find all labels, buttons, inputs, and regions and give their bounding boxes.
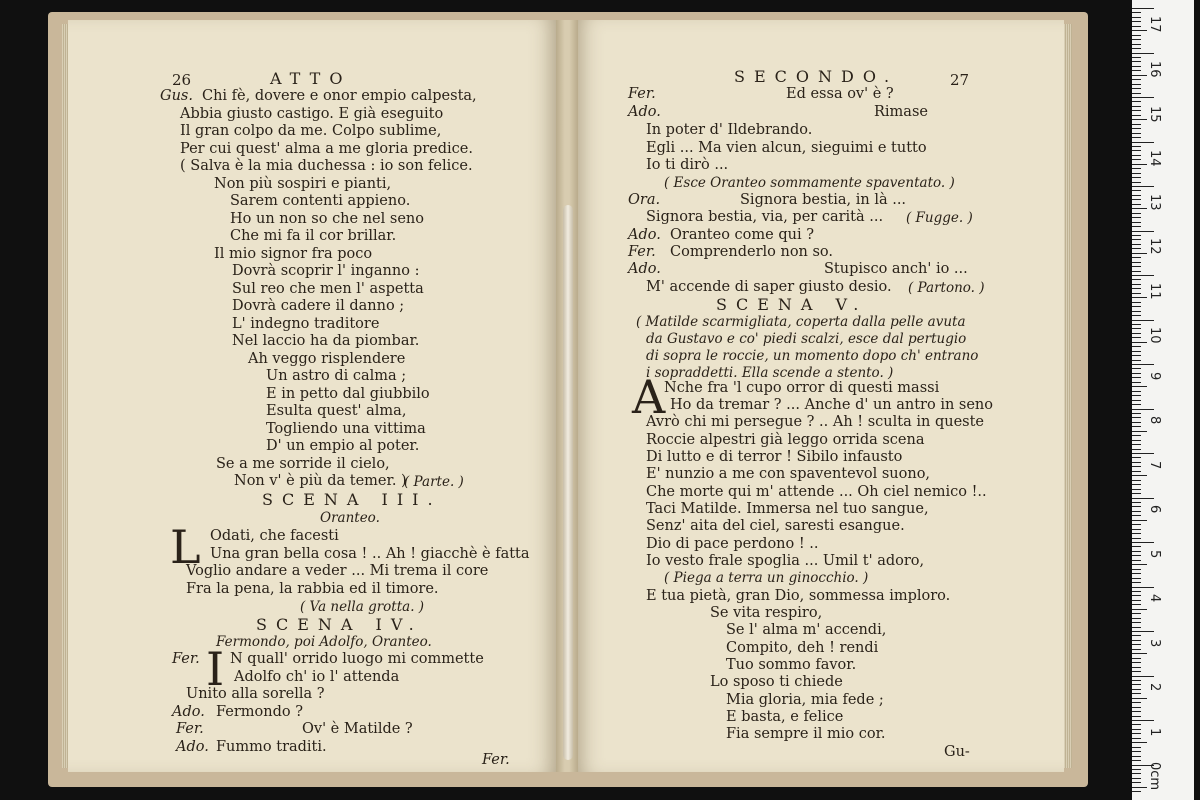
ruler-tick bbox=[1132, 533, 1141, 534]
verse-line: Per cui quest' alma a me gloria predice. bbox=[180, 141, 473, 157]
ruler-tick bbox=[1132, 293, 1141, 294]
verse-line: Taci Matilde. Immersa nel tuo sangue, bbox=[646, 501, 929, 517]
ruler-tick bbox=[1132, 707, 1141, 708]
speaker-label: Ado. bbox=[172, 704, 205, 720]
verse-line: Non v' è più da temer. ) bbox=[234, 473, 407, 489]
ruler-tick bbox=[1132, 248, 1141, 249]
stage-direction: ( Fugge. ) bbox=[906, 210, 973, 226]
ruler-tick bbox=[1132, 493, 1141, 494]
ruler-tick bbox=[1132, 635, 1141, 636]
ruler-tick bbox=[1132, 204, 1141, 205]
stage-direction: ( Matilde scarmigliata, coperta dalla pelle avuta bbox=[636, 314, 966, 330]
ruler-tick bbox=[1132, 600, 1141, 601]
ruler-tick bbox=[1132, 61, 1141, 62]
ruler-tick bbox=[1132, 542, 1154, 543]
ruler-tick bbox=[1132, 698, 1147, 699]
ruler-tick bbox=[1132, 529, 1141, 530]
scene-heading: SCENA V. bbox=[716, 295, 868, 314]
ruler-tick bbox=[1132, 720, 1154, 721]
ruler-tick bbox=[1132, 573, 1141, 574]
ruler-tick bbox=[1132, 199, 1141, 200]
ruler-number: 7 bbox=[1147, 461, 1162, 470]
ruler-tick bbox=[1132, 653, 1147, 654]
speaker-label: Fer. bbox=[176, 721, 204, 737]
ruler-number: 5 bbox=[1147, 550, 1162, 559]
ruler-tick bbox=[1132, 186, 1154, 187]
verse-line: E basta, e felice bbox=[726, 709, 844, 725]
ruler-tick bbox=[1132, 208, 1147, 209]
ruler-number: 2 bbox=[1147, 683, 1162, 692]
ruler-tick bbox=[1132, 689, 1141, 690]
ruler-tick bbox=[1132, 21, 1141, 22]
speaker-label: Fer. bbox=[628, 86, 656, 102]
verse-line: Dovrà cadere il danno ; bbox=[232, 298, 405, 314]
verse-line: Adolfo ch' io l' attenda bbox=[234, 669, 400, 685]
ruler-tick bbox=[1132, 426, 1141, 427]
ruler-tick bbox=[1132, 618, 1141, 619]
verse-line: Avrò chi mi persegue ? .. Ah ! sculta in queste bbox=[646, 414, 984, 430]
verse-line: Comprenderlo non so. bbox=[670, 244, 834, 260]
ruler-tick bbox=[1132, 524, 1141, 525]
ruler-tick bbox=[1132, 591, 1141, 592]
ruler-tick bbox=[1132, 520, 1147, 521]
ruler-tick bbox=[1132, 613, 1141, 614]
character-list: Oranteo. bbox=[320, 510, 380, 526]
ruler-tick bbox=[1132, 173, 1141, 174]
verse-line: Ho da tremar ? ... Anche d' un antro in seno bbox=[670, 397, 993, 413]
ruler-tick bbox=[1132, 787, 1147, 788]
ruler-tick bbox=[1132, 155, 1141, 156]
verse-line: Togliendo una vittima bbox=[266, 421, 426, 437]
ruler-number: 16 bbox=[1147, 61, 1162, 78]
ruler-tick bbox=[1132, 333, 1141, 334]
ruler-tick bbox=[1132, 716, 1141, 717]
verse-line: Stupisco anch' io ... bbox=[824, 261, 968, 277]
ruler-tick bbox=[1132, 364, 1154, 365]
ruler-tick bbox=[1132, 667, 1141, 668]
ruler-tick bbox=[1132, 511, 1141, 512]
verse-line: N quall' orrido luogo mi commette bbox=[230, 651, 484, 667]
ruler-tick bbox=[1132, 190, 1141, 191]
stage-direction: ( Parte. ) bbox=[404, 474, 464, 490]
verse-line: Voglio andare a veder ... Mi trema il core bbox=[186, 563, 489, 579]
ruler-tick bbox=[1132, 306, 1141, 307]
speaker-label: Ora. bbox=[628, 192, 661, 208]
ruler-tick bbox=[1132, 578, 1141, 579]
ruler-number: 4 bbox=[1147, 594, 1162, 603]
ruler-tick bbox=[1132, 164, 1147, 165]
verse-line: Di lutto e di terror ! Sibilo infausto bbox=[646, 449, 903, 465]
ruler-tick bbox=[1132, 302, 1141, 303]
drop-cap: L bbox=[170, 520, 201, 574]
ruler-tick bbox=[1132, 409, 1154, 410]
ruler-tick bbox=[1132, 284, 1141, 285]
ruler-tick bbox=[1132, 569, 1141, 570]
verse-line: Senz' aita del ciel, saresti esangue. bbox=[646, 518, 905, 534]
ruler-tick bbox=[1132, 440, 1141, 441]
verse-line: Tuo sommo favor. bbox=[726, 657, 857, 673]
ruler-tick bbox=[1132, 355, 1141, 356]
ruler-tick bbox=[1132, 449, 1141, 450]
ruler-tick bbox=[1132, 35, 1141, 36]
ruler-tick bbox=[1132, 124, 1141, 125]
verse-line: Io vesto frale spoglia ... Umil t' adoro, bbox=[646, 553, 925, 569]
ruler-tick bbox=[1132, 413, 1141, 414]
verse-line: Ov' è Matilde ? bbox=[302, 721, 413, 737]
ruler-tick bbox=[1132, 462, 1141, 463]
ruler-tick bbox=[1132, 142, 1154, 143]
ruler-tick bbox=[1132, 693, 1141, 694]
drop-cap: I bbox=[206, 642, 225, 696]
ruler-tick bbox=[1132, 297, 1147, 298]
ruler-tick bbox=[1132, 342, 1147, 343]
ruler-tick bbox=[1132, 66, 1141, 67]
verse-line: Fra la pena, la rabbia ed il timore. bbox=[186, 581, 439, 597]
ruler-tick bbox=[1132, 360, 1141, 361]
verse-line: Io ti dirò ... bbox=[646, 157, 729, 173]
ruler-tick bbox=[1132, 729, 1141, 730]
ruler-tick bbox=[1132, 475, 1147, 476]
ruler-tick bbox=[1132, 17, 1141, 18]
scene-heading: SCENA III. bbox=[262, 490, 442, 509]
ruler-tick bbox=[1132, 391, 1141, 392]
ruler-tick bbox=[1132, 320, 1154, 321]
ruler-tick bbox=[1132, 756, 1141, 757]
ruler-tick bbox=[1132, 595, 1141, 596]
ruler-tick bbox=[1132, 337, 1141, 338]
verse-line: Sarem contenti appieno. bbox=[230, 193, 411, 209]
ruler-tick bbox=[1132, 150, 1141, 151]
ruler-tick bbox=[1132, 84, 1141, 85]
ruler-tick bbox=[1132, 231, 1154, 232]
ruler-tick bbox=[1132, 195, 1141, 196]
verse-line: Che mi fa il cor brillar. bbox=[230, 228, 397, 244]
ruler-tick bbox=[1132, 546, 1141, 547]
verse-line: In poter d' Ildebrando. bbox=[646, 122, 813, 138]
ruler-tick bbox=[1132, 395, 1141, 396]
ruler-tick bbox=[1132, 435, 1141, 436]
stage-direction: ( Piega a terra un ginocchio. ) bbox=[664, 570, 869, 586]
speaker-label: Ado. bbox=[628, 104, 661, 120]
ruler-tick bbox=[1132, 213, 1141, 214]
ruler-tick bbox=[1132, 253, 1147, 254]
ruler-tick bbox=[1132, 498, 1154, 499]
verse-line: Dio di pace perdono ! .. bbox=[646, 536, 819, 552]
ruler-tick bbox=[1132, 422, 1141, 423]
ruler-tick bbox=[1132, 288, 1141, 289]
ruler-tick bbox=[1132, 311, 1141, 312]
ruler-tick bbox=[1132, 724, 1141, 725]
verse-line: Se l' alma m' accendi, bbox=[726, 622, 887, 638]
ruler-tick bbox=[1132, 235, 1141, 236]
ruler-number: 9 bbox=[1147, 372, 1162, 381]
ruler-number: 6 bbox=[1147, 505, 1162, 514]
scene-heading: SCENA IV. bbox=[256, 615, 423, 634]
ruler-tick bbox=[1132, 604, 1141, 605]
ruler-tick bbox=[1132, 168, 1141, 169]
ruler-tick bbox=[1132, 742, 1147, 743]
ruler-tick bbox=[1132, 315, 1141, 316]
ruler-tick bbox=[1132, 560, 1141, 561]
ruler-tick bbox=[1132, 484, 1141, 485]
ruler-tick bbox=[1132, 404, 1141, 405]
ruler-tick bbox=[1132, 444, 1141, 445]
ruler-tick bbox=[1132, 386, 1147, 387]
ruler-tick bbox=[1132, 101, 1141, 102]
ruler-tick bbox=[1132, 431, 1147, 432]
ruler-tick bbox=[1132, 480, 1141, 481]
verse-line: Un astro di calma ; bbox=[266, 368, 407, 384]
verse-line: Nel laccio ha da piombar. bbox=[232, 333, 420, 349]
ruler-tick bbox=[1132, 644, 1141, 645]
verse-line: Il gran colpo da me. Colpo sublime, bbox=[180, 123, 442, 139]
ruler-number: 15 bbox=[1147, 106, 1162, 123]
catchword: Gu- bbox=[944, 744, 970, 760]
stage-direction: ( Va nella grotta. ) bbox=[300, 599, 425, 615]
verse-line: Unito alla sorella ? bbox=[186, 686, 325, 702]
verse-line: Se a me sorride il cielo, bbox=[216, 456, 390, 472]
ruler-tick bbox=[1132, 564, 1147, 565]
ruler-tick bbox=[1132, 137, 1141, 138]
ruler-tick bbox=[1132, 471, 1141, 472]
stage-direction: ( Esce Oranteo sommamente spaventato. ) bbox=[664, 175, 955, 191]
verse-line: E in petto dal giubbilo bbox=[266, 386, 430, 402]
verse-line: Rimase bbox=[874, 104, 928, 120]
ruler-tick bbox=[1132, 57, 1141, 58]
ruler-tick bbox=[1132, 400, 1141, 401]
ruler-tick bbox=[1132, 502, 1141, 503]
verse-line: L' indegno traditore bbox=[232, 316, 380, 332]
ruler-tick bbox=[1132, 182, 1141, 183]
verse-line: Sul reo che men l' aspetta bbox=[232, 281, 424, 297]
ruler-tick bbox=[1132, 538, 1141, 539]
ruler-tick bbox=[1132, 368, 1141, 369]
ruler-tick bbox=[1132, 773, 1141, 774]
verse-line: D' un empio al poter. bbox=[266, 438, 420, 454]
verse-line: Esulta quest' alma, bbox=[266, 403, 407, 419]
ruler-number: 14 bbox=[1147, 150, 1162, 167]
ruler-tick bbox=[1132, 671, 1141, 672]
ruler-tick bbox=[1132, 53, 1154, 54]
speaker-label: Fer. bbox=[172, 651, 200, 667]
ruler-tick bbox=[1132, 506, 1141, 507]
ruler-tick bbox=[1132, 466, 1141, 467]
measuring-ruler bbox=[1132, 0, 1194, 800]
ruler-number: 3 bbox=[1147, 639, 1162, 648]
ruler-tick bbox=[1132, 640, 1141, 641]
verse-line: Fummo traditi. bbox=[216, 739, 327, 755]
ruler-tick bbox=[1132, 782, 1141, 783]
ruler-tick bbox=[1132, 146, 1141, 147]
ruler-tick bbox=[1132, 239, 1141, 240]
drop-cap: A bbox=[632, 370, 666, 424]
ruler-tick bbox=[1132, 346, 1141, 347]
ruler-tick bbox=[1132, 680, 1141, 681]
ruler-tick bbox=[1132, 159, 1141, 160]
ruler-tick bbox=[1132, 44, 1141, 45]
ruler-tick bbox=[1132, 110, 1141, 111]
ruler-tick bbox=[1132, 275, 1154, 276]
verse-line: Ho un non so che nel seno bbox=[230, 211, 424, 227]
ruler-tick bbox=[1132, 609, 1147, 610]
ruler-tick bbox=[1132, 791, 1141, 792]
ruler-tick bbox=[1132, 48, 1141, 49]
ruler-tick bbox=[1132, 266, 1141, 267]
speaker-label: Ado. bbox=[176, 739, 209, 755]
ruler-tick bbox=[1132, 662, 1141, 663]
verse-line: Signora bestia, in là ... bbox=[740, 192, 907, 208]
ruler-tick bbox=[1132, 684, 1141, 685]
stage-direction: i sopraddetti. Ella scende a stento. ) bbox=[646, 365, 894, 381]
ruler-tick bbox=[1132, 97, 1154, 98]
stage-direction: da Gustavo e co' piedi scalzi, esce dal pertugio bbox=[646, 331, 967, 347]
ruler-tick bbox=[1132, 271, 1141, 272]
ruler-tick bbox=[1132, 658, 1141, 659]
running-header: SECONDO. bbox=[734, 67, 899, 86]
ruler-tick bbox=[1132, 244, 1141, 245]
ruler-tick bbox=[1132, 733, 1141, 734]
verse-line: Odati, che facesti bbox=[210, 528, 339, 544]
ruler-tick bbox=[1132, 106, 1141, 107]
ruler-tick bbox=[1132, 119, 1147, 120]
speaker-label: Ado. bbox=[628, 227, 661, 243]
ruler-tick bbox=[1132, 279, 1141, 280]
ruler-tick bbox=[1132, 222, 1141, 223]
ruler-tick bbox=[1132, 778, 1141, 779]
ruler-tick bbox=[1132, 351, 1141, 352]
ruler-tick bbox=[1132, 373, 1141, 374]
ruler-number: 8 bbox=[1147, 416, 1162, 425]
speaker-label: Ado. bbox=[628, 261, 661, 277]
ruler-tick bbox=[1132, 760, 1141, 761]
ruler-tick bbox=[1132, 751, 1141, 752]
ruler-number: 12 bbox=[1147, 238, 1162, 255]
ruler-tick bbox=[1132, 226, 1141, 227]
verse-line: Una gran bella cosa ! .. Ah ! giacchè è fatta bbox=[210, 546, 530, 562]
ruler-tick bbox=[1132, 217, 1141, 218]
ruler-number: 13 bbox=[1147, 194, 1162, 211]
ruler-tick bbox=[1132, 26, 1141, 27]
ruler-tick bbox=[1132, 262, 1141, 263]
ruler-tick bbox=[1132, 257, 1141, 258]
ruler-tick bbox=[1132, 88, 1141, 89]
verse-line: Ah veggo risplendere bbox=[248, 351, 406, 367]
verse-line: Lo sposo ti chiede bbox=[710, 674, 843, 690]
ruler-tick bbox=[1132, 382, 1141, 383]
ruler-tick bbox=[1132, 649, 1141, 650]
ruler-number: 10 bbox=[1147, 327, 1162, 344]
speaker-label: Fer. bbox=[628, 244, 656, 260]
ruler-tick bbox=[1132, 587, 1154, 588]
ruler-tick bbox=[1132, 457, 1141, 458]
ruler-tick bbox=[1132, 555, 1141, 556]
ruler-tick bbox=[1132, 128, 1141, 129]
verse-line: Ed essa ov' è ? bbox=[786, 86, 894, 102]
verse-line: Dovrà scoprir l' inganno : bbox=[232, 263, 420, 279]
verse-line: Che morte qui m' attende ... Oh ciel nemico !.. bbox=[646, 484, 987, 500]
ruler-tick bbox=[1132, 417, 1141, 418]
ruler-tick bbox=[1132, 769, 1141, 770]
ruler-tick bbox=[1132, 515, 1141, 516]
ruler-number: 1 bbox=[1147, 728, 1162, 737]
ruler-tick bbox=[1132, 747, 1141, 748]
catchword: Fer. bbox=[482, 752, 510, 768]
ruler-number: 0cm bbox=[1147, 762, 1162, 791]
verse-line: Il mio signor fra poco bbox=[214, 246, 373, 262]
verse-line: Egli ... Ma vien alcun, sieguimi e tutto bbox=[646, 140, 927, 156]
ruler-tick bbox=[1132, 133, 1141, 134]
speaker-label: Gus. bbox=[160, 88, 193, 104]
verse-line: Non più sospiri e pianti, bbox=[214, 176, 392, 192]
verse-line: Oranteo come qui ? bbox=[670, 227, 814, 243]
right-page-edges bbox=[1064, 24, 1072, 768]
verse-line: Abbia giusto castigo. E già eseguito bbox=[180, 106, 444, 122]
verse-line: Se vita respiro, bbox=[710, 605, 823, 621]
binding-stitch bbox=[563, 205, 573, 760]
verse-line: Fia sempre il mio cor. bbox=[726, 726, 886, 742]
stage-direction: di sopra le roccie, un momento dopo ch' entrano bbox=[646, 348, 979, 364]
ruler-tick bbox=[1132, 8, 1154, 9]
ruler-tick bbox=[1132, 702, 1141, 703]
ruler-tick bbox=[1132, 79, 1141, 80]
ruler-tick bbox=[1132, 75, 1147, 76]
ruler-tick bbox=[1132, 627, 1141, 628]
verse-line: E tua pietà, gran Dio, sommessa imploro. bbox=[646, 588, 951, 604]
verse-line: E' nunzio a me con spaventevol suono, bbox=[646, 466, 931, 482]
verse-line: Roccie alpestri già leggo orrida scena bbox=[646, 432, 925, 448]
ruler-tick bbox=[1132, 631, 1154, 632]
ruler-number: 11 bbox=[1147, 283, 1162, 300]
ruler-tick bbox=[1132, 328, 1141, 329]
verse-line: M' accende di saper giusto desio. bbox=[646, 279, 892, 295]
verse-line: Compito, deh ! rendi bbox=[726, 640, 879, 656]
ruler-tick bbox=[1132, 711, 1141, 712]
stage-direction: ( Partono. ) bbox=[908, 280, 985, 296]
verse-line: ( Salva è la mia duchessa : io son felice. bbox=[180, 158, 473, 174]
page-number: 26 bbox=[172, 71, 192, 89]
ruler-tick bbox=[1132, 582, 1141, 583]
ruler-tick bbox=[1132, 324, 1141, 325]
ruler-tick bbox=[1132, 489, 1141, 490]
character-list: Fermondo, poi Adolfo, Oranteo. bbox=[216, 634, 432, 650]
verse-line: Chi fè, dovere e onor empio calpesta, bbox=[202, 88, 477, 104]
verse-line: Mia gloria, mia fede ; bbox=[726, 692, 884, 708]
ruler-tick bbox=[1132, 622, 1141, 623]
ruler-tick bbox=[1132, 70, 1141, 71]
ruler-tick bbox=[1132, 12, 1141, 13]
ruler-tick bbox=[1132, 39, 1141, 40]
ruler-tick bbox=[1132, 30, 1147, 31]
ruler-tick bbox=[1132, 738, 1141, 739]
verse-line: Signora bestia, via, per carità ... bbox=[646, 209, 884, 225]
ruler-tick bbox=[1132, 551, 1141, 552]
ruler-tick bbox=[1132, 676, 1154, 677]
ruler-tick bbox=[1132, 93, 1141, 94]
ruler-tick bbox=[1132, 377, 1141, 378]
verse-line: Fermondo ? bbox=[216, 704, 303, 720]
verse-line: Nche fra 'l cupo orror di questi massi bbox=[664, 380, 940, 396]
running-header: ATTO bbox=[270, 69, 352, 88]
ruler-tick bbox=[1132, 453, 1154, 454]
ruler-tick bbox=[1132, 115, 1141, 116]
ruler-tick bbox=[1132, 177, 1141, 178]
page-number: 27 bbox=[950, 71, 970, 89]
ruler-number: 17 bbox=[1147, 16, 1162, 33]
